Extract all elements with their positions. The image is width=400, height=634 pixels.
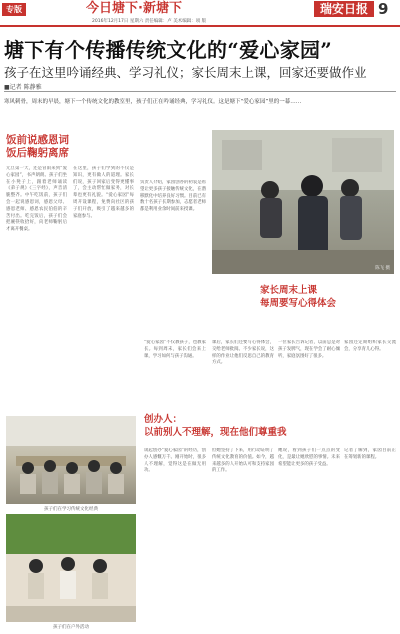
header-divider — [0, 25, 400, 27]
body-column: 家园还定期组织家长交流会，分享育儿心得。 — [344, 340, 396, 352]
body-column: “爱心家园”不仅教孩子，也教家长。每到周末，家长们会来上课，学习如何与孩子沟通。 — [144, 340, 206, 359]
photo-caption: 孩子们在学习传统文化经典 — [44, 507, 98, 512]
page-header — [0, 0, 400, 18]
photo-illustration — [212, 130, 394, 274]
subheadline: 孩子在这里吟诵经典、学习礼仪；家长周末上课，回家还要做作业 — [4, 65, 367, 80]
date-line: 2016年12月17日 星期六 责任编辑：卢 美术编辑：项 版 — [92, 19, 207, 24]
section-heading-1-line1: 饭前说感恩词 — [6, 134, 69, 146]
section-suffix: 新塘下 — [142, 1, 182, 16]
section-heading-1-line2: 饭后鞠躬离席 — [6, 147, 69, 159]
body-column: 一位家长告诉记者，以前总是对孩子发脾气，现在学会了耐心倾听，家庭氛围好了很多。 — [278, 340, 340, 359]
body-column: 元旦第一天，还是冒雨来到“爱心家园”，书声朗朗。孩子们坐在小凳子上，跟着老师诵读《弟子规》《三字经》，声音清脆整齐。中午吃饭前，孩子们会一起说感恩词，感恩父母、感恩老师、感恩农民伯伯的辛苦付出。吃完饭后，孩子们会把碗筷收拾好，向老师鞠躬后才离开餐桌。 — [6, 166, 67, 233]
section-heading-1 — [6, 134, 69, 160]
section-tag: 专版 — [2, 3, 26, 16]
newspaper-logo: 瑞安日报 — [314, 1, 374, 17]
photo-caption: 孩子们在户外活动 — [53, 625, 89, 630]
section-heading-3-line1: 创办人： — [144, 414, 183, 425]
body-column: 在这里，孩子们学到的不仅是知识，更有做人的道理。家长们说，孩子回家后变得更懂事了，会主动帮忙做家务，对长辈也更有礼貌。“爱心家园”每周开设课程，免费向社区的孩子们开放，吸引了越来越多的家庭参与。 — [73, 166, 134, 219]
photo-children-in-class — [212, 130, 394, 274]
body-column: 负责人介绍，家园创办的初衷是希望让更多孩子接触传统文化，在潜移默化中培养良好习惯。目前已有数十名孩子长期参加，志愿者老师都是利用业余时间前来授课。 — [140, 180, 206, 213]
photo-outdoor-activity — [6, 514, 136, 622]
body-column: 但她坚持了下来，用行动证明了传统文化教育的价值。如今，越来越多的人开始认可和支持家园的工作。 — [212, 448, 274, 474]
body-column: 课后，家长们还要写心得体会，交给老师批阅。不少家长说，这样的作业让他们反思自己的教育方式。 — [212, 340, 274, 366]
headline: 塘下有个传播传统文化的“爱心家园” — [4, 38, 333, 62]
body-column: 谈起创办“爱心家园”的经历，创办人感慨万千。刚开始时，很多人不理解，觉得这是在做无用功。 — [144, 448, 206, 474]
section-heading-2-line1: 家长周末上课 — [260, 285, 318, 296]
byline: ■记者 陈静雅 — [4, 84, 42, 91]
lead-paragraph: 寒风刺骨，周末的早晨，塘下一个传统文化的教室里，孩子们正在吟诵经典，学习礼仪。这是塘下“爱心家园”里的一幕…… — [4, 99, 302, 105]
body-column: 记者了解到，家园目前正在筹划新的课程。 — [344, 448, 396, 460]
headline-divider — [4, 91, 396, 92]
section-heading-2 — [260, 284, 336, 310]
separator-dot: · — [138, 1, 143, 16]
section-heading-3 — [144, 413, 287, 439]
page-number: 9 — [378, 0, 389, 18]
section-heading-3-line2: 以前别人不理解，现在他们尊重我 — [144, 427, 287, 438]
photo-illustration — [6, 514, 136, 622]
section-title — [86, 0, 182, 18]
photo-classroom — [6, 416, 136, 504]
section-heading-2-line2: 每周要写心得体会 — [260, 298, 337, 309]
section-name: 今日塘下 — [86, 1, 139, 16]
photo-illustration — [6, 416, 136, 504]
photo-credit: 陈飞 摄 — [375, 266, 390, 271]
body-column: 她说，看到孩子们一点点的变化，是最让她欣慰的事情。未来希望能让更多的孩子受益。 — [278, 448, 340, 467]
